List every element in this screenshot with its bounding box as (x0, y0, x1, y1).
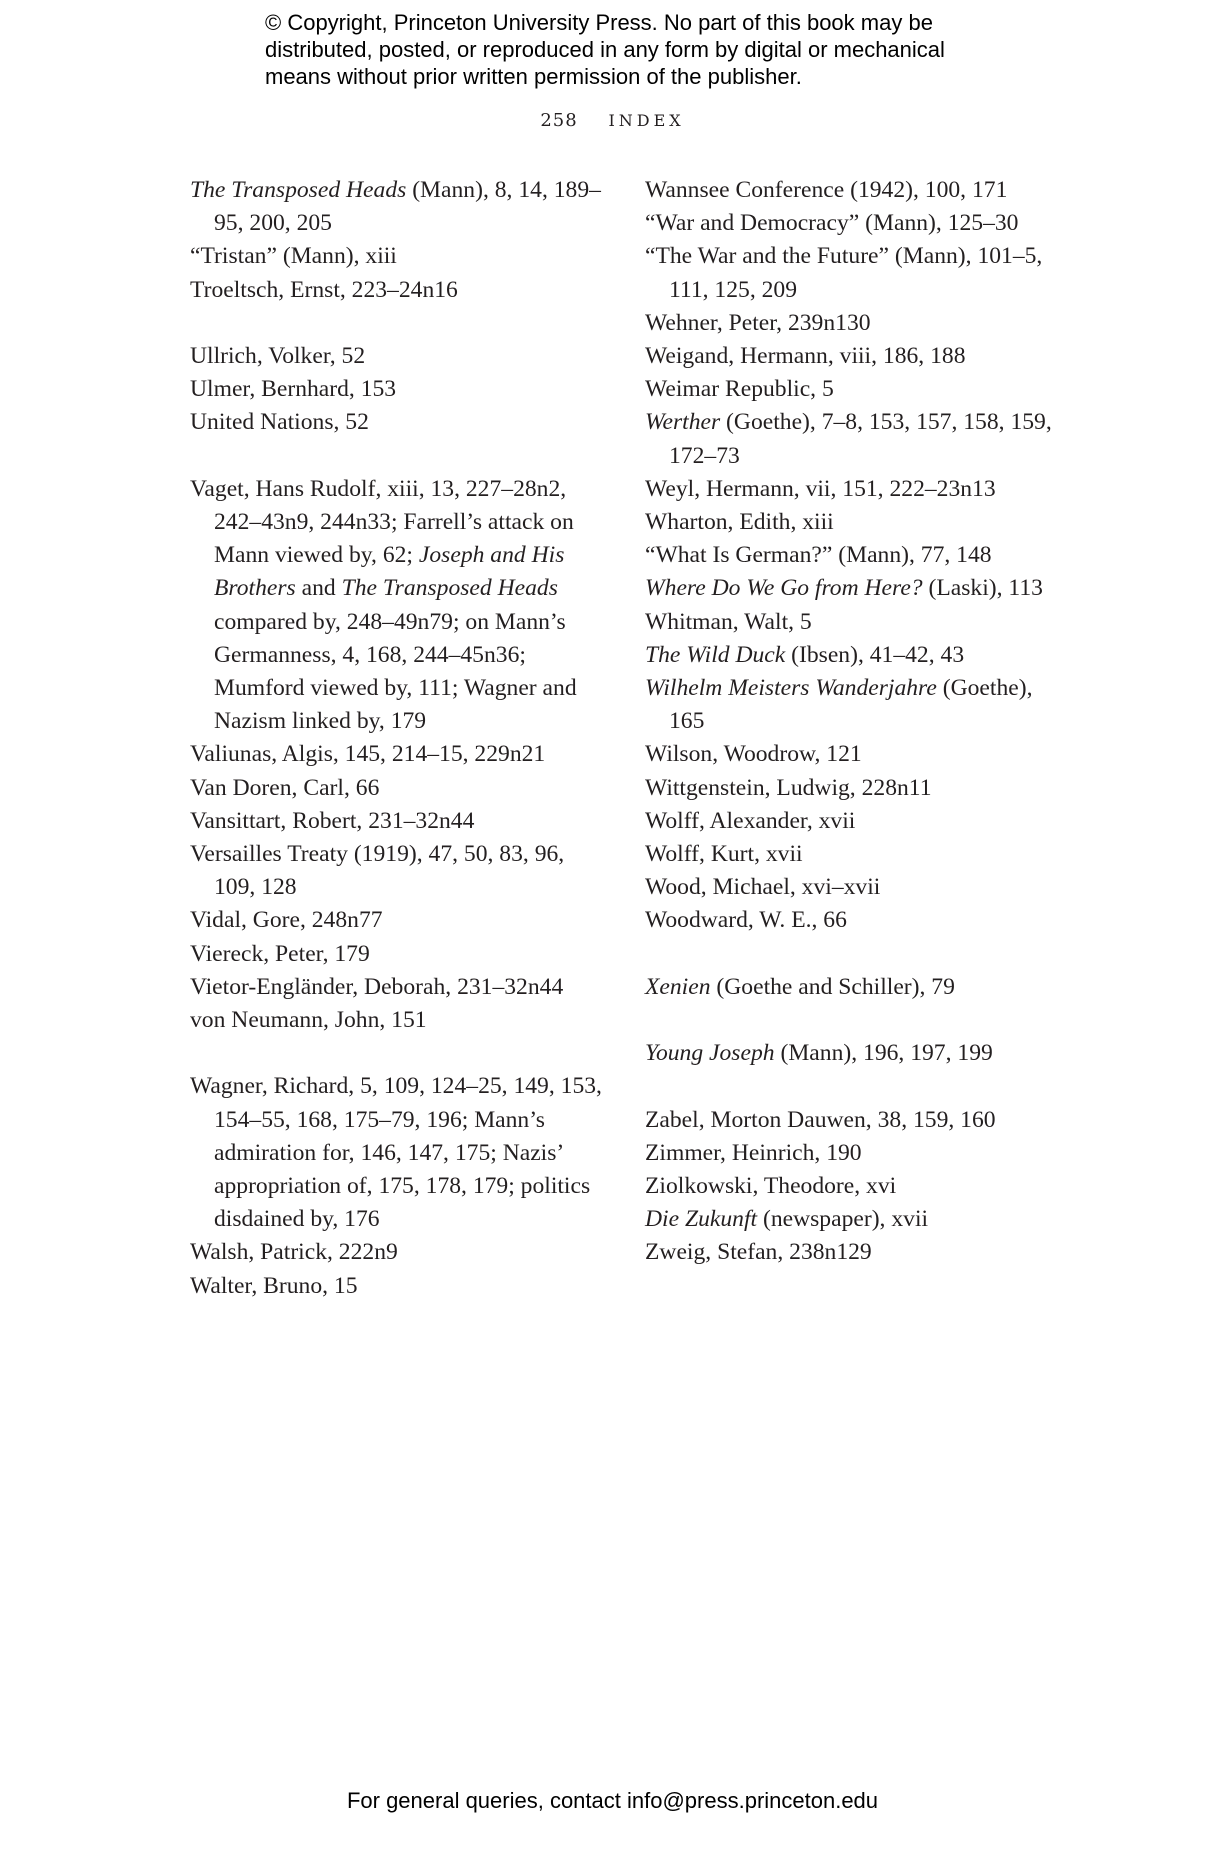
index-entry: Wolff, Kurt, xvii (645, 841, 803, 868)
index-entry: Wolff, Alexander, xvii (645, 807, 856, 834)
entry-text: (Laski), 113 (922, 575, 1043, 602)
index-entry (190, 473, 610, 739)
footer-contact: For general queries, contact info@press.princeton.edu (346, 1788, 879, 1813)
running-head-title: INDEX (608, 111, 685, 130)
work-title: Werther (645, 409, 721, 436)
index-entry: Valiunas, Algis, 145, 214–15, 229n21 (190, 741, 546, 768)
index-entry: “Tristan” (Mann), xiii (190, 243, 397, 270)
work-title: The Transposed Heads (341, 575, 558, 602)
index-entry (645, 406, 1065, 472)
work-title: The Wild Duck (645, 641, 786, 668)
index-entry: Zimmer, Heinrich, 190 (645, 1139, 862, 1166)
index-entry: Walter, Bruno, 15 (190, 1272, 358, 1299)
letter-group-gap (190, 307, 610, 340)
entry-text: Vaget, Hans Rudolf, xiii, 13, 227–28n2, 242–43n9, 244n33; Farrell’s attack on Mann viewed by, 62; (190, 475, 574, 569)
index-entry: Wilson, Woodrow, 121 (645, 741, 862, 768)
running-head (0, 110, 1225, 131)
index-entry: von Neumann, John, 151 (190, 1007, 427, 1034)
work-title: Wilhelm Meisters Wanderjahre (645, 675, 937, 702)
letter-group-gap (190, 440, 610, 473)
index-entry (645, 1203, 1065, 1236)
entry-text: (Mann), 8, 14, 189–95, 200, 205 (214, 177, 601, 237)
index-entry: Vidal, Gore, 248n77 (190, 907, 383, 934)
index-entry: Viereck, Peter, 179 (190, 940, 370, 967)
index-entry: Whitman, Walt, 5 (645, 608, 812, 635)
copyright-notice (265, 9, 1025, 90)
index-entry: Wharton, Edith, xiii (645, 509, 834, 536)
index-entry: Versailles Treaty (1919), 47, 50, 83, 96, 109, 128 (190, 841, 565, 901)
index-entry: Ullrich, Volker, 52 (190, 343, 366, 369)
letter-group-gap (190, 1037, 610, 1070)
entry-text: (Goethe), 7–8, 153, 157, 158, 159, 172–73 (669, 409, 1052, 469)
index-entry: Walsh, Patrick, 222n9 (190, 1239, 398, 1266)
entry-text: compared by, 248–49n79; on Mann’s Germanness, 4, 168, 244–45n36; Mumford viewed by, 111; Wagner and Nazism linked by, 179 (214, 608, 577, 735)
index-entry: Zabel, Morton Dauwen, 38, 159, 160 (645, 1106, 996, 1133)
entry-text: (Goethe and Schiller), 79 (710, 973, 955, 1000)
index-entry: Vansittart, Robert, 231–32n44 (190, 807, 475, 834)
copyright-line: means without prior written permission of the publisher. (265, 64, 802, 89)
index-entry (645, 639, 1065, 672)
index-entry: Wagner, Richard, 5, 109, 124–25, 149, 153, 154–55, 168, 175–79, 196; Mann’s admiration for, 146, 147, 175; Nazis’ appropriation of, 175, 178, 179; politics disdained by, 176 (190, 1073, 602, 1233)
index-entry: “The War and the Future” (Mann), 101–5, 111, 125, 209 (645, 243, 1043, 303)
index-entry (190, 174, 610, 240)
page-number: 258 (540, 110, 578, 131)
copyright-line: distributed, posted, or reproduced in any form by digital or mechanical (265, 37, 945, 62)
index-entry: Troeltsch, Ernst, 223–24n16 (190, 276, 458, 303)
work-title: The Transposed Heads (190, 177, 407, 203)
index-entry: Ziolkowski, Theodore, xvi (645, 1173, 897, 1200)
index-entry: “War and Democracy” (Mann), 125–30 (645, 210, 1019, 237)
letter-group-gap (645, 938, 1065, 971)
index-column-left (190, 174, 610, 1303)
work-title: Die Zukunft (645, 1206, 758, 1233)
index-entry: Vietor-Engländer, Deborah, 231–32n44 (190, 973, 564, 1000)
work-title: Young Joseph (645, 1040, 775, 1067)
entry-text: (newspaper), xvii (757, 1206, 929, 1233)
letter-group-gap (645, 1004, 1065, 1037)
index-entry (645, 672, 1065, 738)
index-entry (645, 1037, 1065, 1070)
index-entry: Weigand, Hermann, viii, 186, 188 (645, 343, 966, 370)
work-title: Joseph and His Brothers (214, 542, 565, 602)
index-entry: “What Is German?” (Mann), 77, 148 (645, 542, 992, 569)
copyright-line: © Copyright, Princeton University Press. No part of this book may be (265, 10, 933, 35)
letter-group-gap (645, 1070, 1065, 1103)
index-entry: Weimar Republic, 5 (645, 376, 834, 403)
index-entry (645, 971, 1065, 1004)
work-title: Xenien (645, 973, 711, 1000)
index-entry: Weyl, Hermann, vii, 151, 222–23n13 (645, 475, 996, 502)
entry-text: (Goethe), 165 (669, 675, 1033, 735)
index-entry: United Nations, 52 (190, 409, 369, 436)
entry-text: (Mann), 196, 197, 199 (774, 1040, 993, 1067)
index-entry: Wittgenstein, Ludwig, 228n11 (645, 774, 932, 801)
index-entry (645, 572, 1065, 605)
entry-text: (Ibsen), 41–42, 43 (785, 641, 965, 668)
index-entry: Van Doren, Carl, 66 (190, 774, 380, 801)
work-title: Where Do We Go from Here? (645, 575, 923, 602)
index-entry: Wannsee Conference (1942), 100, 171 (645, 177, 1008, 203)
index-entry: Ulmer, Bernhard, 153 (190, 376, 397, 403)
index-entry: Wehner, Peter, 239n130 (645, 309, 871, 336)
index-entry: Wood, Michael, xvi–xvii (645, 874, 881, 901)
entry-text: and (295, 575, 342, 602)
index-entry: Zweig, Stefan, 238n129 (645, 1239, 872, 1266)
index-entry: Woodward, W. E., 66 (645, 907, 847, 934)
index-column-right (645, 174, 1065, 1270)
